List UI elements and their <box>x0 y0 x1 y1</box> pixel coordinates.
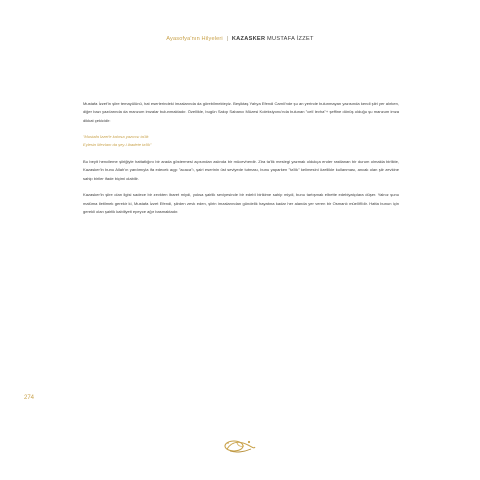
header-separator: | <box>226 36 229 42</box>
verse-quote <box>83 133 399 150</box>
paragraph: Kazasker'in şiire olan ilgisi sadece bir zevkten ibaret miydi, yoksa şairlik seviyesinde bir edebî birikime sahip miydi, bunu tartışmak elbette edebiyatçılara düşer. Yalnız şunu malûma iletilmek gerekir ki, Mustafa İzzet Efendi, şiirden zevk eden, şiirin imzalarından gündelik hayatına kadar her alanda yer veren bir Osmanlı müellifi'dir. Hatta bunun için gerekli olan şairlik kabiliyeti epeyce ağır basmaktadır. <box>83 192 399 214</box>
body-text <box>83 100 399 224</box>
paragraph: Bu beyit hencileme şiiriğiyle hattatlığını bir arada göstermesi açısından aslında bir mücevherdir. Zira ta'lik meslegi yazmak oldukça ender rastlanan bir durum olmakla birlikte, Kazasker'in bunu Allah'ın yardımıyla ifa edecek açgı "acaca"ı, şairi eserinin üst seviyede tutması, bunu yaparken "ta'lik" kelimesini özellikle kullanması, ancak olan şiir zevkine sahip biriler ifade biçimi olabilir. <box>83 159 399 181</box>
running-header <box>0 36 480 42</box>
verse-line: "Mustafa İzzet'e kalırsa yazıcısı ta'lik <box>83 134 149 140</box>
book-title: Ayasofya'nın Hilyeleri <box>166 36 223 42</box>
author-label: KAZASKER <box>231 36 266 42</box>
author-name: MUSTAFA İZZET <box>267 36 314 42</box>
verse-line: Eylesin Mevlam da şey-i ibadete ta'lik" <box>83 142 152 148</box>
gold-calligraphy-emblem-icon <box>222 437 256 455</box>
page-number: 274 <box>24 395 35 401</box>
paragraph: Mustafa İzzet'in şiire temayülünü, hat eserlerindeki imzalarında da görebilmekteyiz. Beşiktaş Yahya Efendi Camii'nde şu an yerinde bulunmayan yazısında kendi şiiri yer alırken, diğer bazı yazılarında da manzum imzalar bulunmaktadır. Özellikle, bugün Sakıp Sabancı Müzesi Koleksiyonu'nda bulunan "celî levha"+ şeffine dönüş olduğu şu manzum imza dikkat çekicidir: <box>83 101 399 123</box>
